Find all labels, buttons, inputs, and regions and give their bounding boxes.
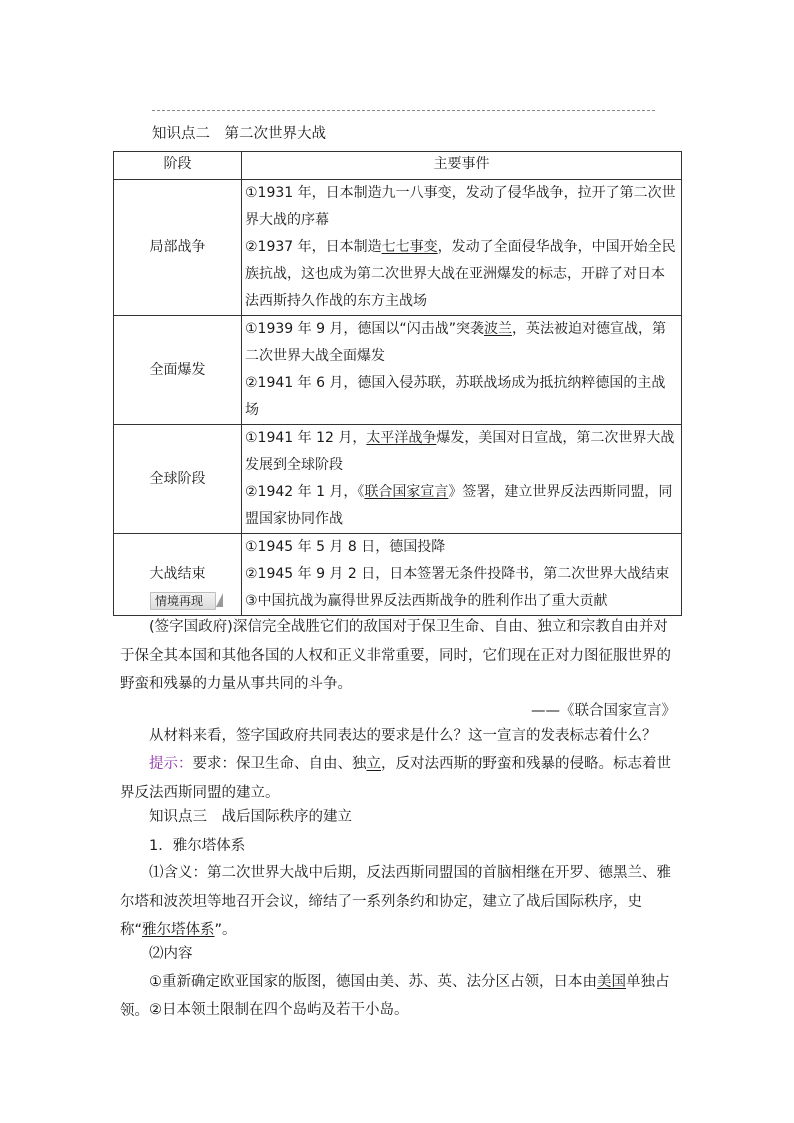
event-keyword: 太平洋战争 <box>366 430 437 446</box>
content-label: ⑵内容 <box>149 946 193 962</box>
event-keyword: 七七事变 <box>381 239 438 255</box>
table-row <box>114 316 682 425</box>
section-heading: 知识点二 第二次世界大战 <box>152 126 326 142</box>
yalta-definition <box>120 859 676 945</box>
event-text: ②1942 年 1 月，《 <box>245 484 365 500</box>
event-text: ①1941 年 12 月， <box>245 430 367 446</box>
definition-term: 雅尔塔体系 <box>142 922 215 938</box>
section-heading-3: 知识点三 战后国际秩序的建立 <box>149 809 352 825</box>
stage-cell: 大战结束 <box>114 534 242 616</box>
header-rule <box>152 110 655 111</box>
event-keyword: 联合国家宣言 <box>364 484 449 500</box>
tag-corner-icon <box>216 593 223 607</box>
event-item <box>245 316 677 370</box>
hint-paragraph <box>120 750 676 807</box>
event-item <box>245 180 677 234</box>
event-text: ③中国抗战为赢得世界反法西斯战争的胜利作出了重大贡献 <box>245 593 608 609</box>
event-text: ，发动了全面侵华战争，中国开始全民族抗战，这也成为第二次世界大战在亚洲爆发的标志，开辟了对日本法西斯持久作战的东方主战场 <box>245 239 676 309</box>
stage-cell: 局部战争 <box>114 180 242 316</box>
table-header-row <box>114 152 682 180</box>
definition-text-start: ⑴含义：第二次世界大战中后期，反法西斯同盟国的首脑相继在开罗、德黑兰、雅尔塔和波茨坦等地召开会议，缔结了一系列条约和协定，建立了战后国际秩序，史称“ <box>120 865 671 938</box>
event-text: ①1945 年 5 月 8 日，德国投降 <box>245 539 446 555</box>
definition-text-end: ”。 <box>214 922 237 938</box>
event-text: ，英法被迫对德宣战，第二次世界大战全面爆发 <box>245 321 666 364</box>
event-text: 》签署，建立世界反法西斯同盟，同盟国家协同作战 <box>245 484 673 527</box>
event-keyword: 波兰 <box>483 321 512 337</box>
event-item <box>245 534 677 561</box>
table-row <box>114 180 682 316</box>
column-header-events: 主要事件 <box>242 152 682 180</box>
event-item <box>245 425 677 479</box>
quote-paragraph: (签字国政府)深信完全战胜它们的敌国对于保卫生命、自由、独立和宗教自由并对于保全其本国和其他各国的人权和正义非常重要，同时，它们现在正对力图征服世界的野蛮和残暴的力量从事共同的斗争。 <box>120 619 671 692</box>
subsection-yalta: 1．雅尔塔体系 <box>149 838 246 854</box>
column-header-stage: 阶段 <box>114 152 242 180</box>
hint-answer-underlined: 立 <box>366 756 381 772</box>
events-cell <box>242 425 682 534</box>
content-item-1-end: 单独占领。 <box>120 974 670 1019</box>
event-item <box>245 588 677 615</box>
quote-source: ——《联合国家宣言》 <box>531 703 676 719</box>
event-text: ②1937 年，日本制造 <box>245 239 382 255</box>
event-item <box>245 561 677 588</box>
stage-cell: 全球阶段 <box>114 425 242 534</box>
event-text: ②1941 年 6 月，德国入侵苏联，苏联战场成为抵抗纳粹德国的主战场 <box>245 375 666 418</box>
event-text: ②1945 年 9 月 2 日，日本签署无条件投降书，第二次世界大战结束 <box>245 566 670 582</box>
hint-answer-start: 要求：保卫生命、自由、独 <box>192 756 367 772</box>
event-text: ①1939 年 9 月，德国以“闪击战”突袭 <box>245 321 484 337</box>
hint-answer-end: ，反对法西斯的野蛮和残暴的侵略。标志着世界反法西斯同盟的建立。 <box>120 756 671 801</box>
hint-label: 提示： <box>149 756 193 772</box>
events-cell <box>242 180 682 316</box>
event-text: ①1931 年，日本制造九一八事变，发动了侵华战争，拉开了第二次世界大战的序幕 <box>245 185 676 228</box>
scenario-tag: 情境再现 <box>150 592 216 610</box>
content-item-1-underlined: 美国 <box>597 974 626 990</box>
content-item-1-start: ①重新确定欧亚国家的版图，德国由美、苏、英、法分区占领，日本由 <box>149 974 597 990</box>
content-item-2: ②日本领土限制在四个岛屿及若干小岛。 <box>149 1002 409 1018</box>
event-item <box>245 479 677 533</box>
table-row <box>114 425 682 534</box>
event-item <box>245 370 677 424</box>
event-item <box>245 234 677 315</box>
question-text: 从材料来看，签字国政府共同表达的要求是什么？这一宣言的发表标志着什么？ <box>149 728 657 744</box>
stage-cell: 全面爆发 <box>114 316 242 425</box>
events-table <box>113 151 682 616</box>
event-text: 爆发，美国对日宣战，第二次世界大战发展到全球阶段 <box>245 430 675 473</box>
events-cell <box>242 316 682 425</box>
events-cell <box>242 534 682 616</box>
